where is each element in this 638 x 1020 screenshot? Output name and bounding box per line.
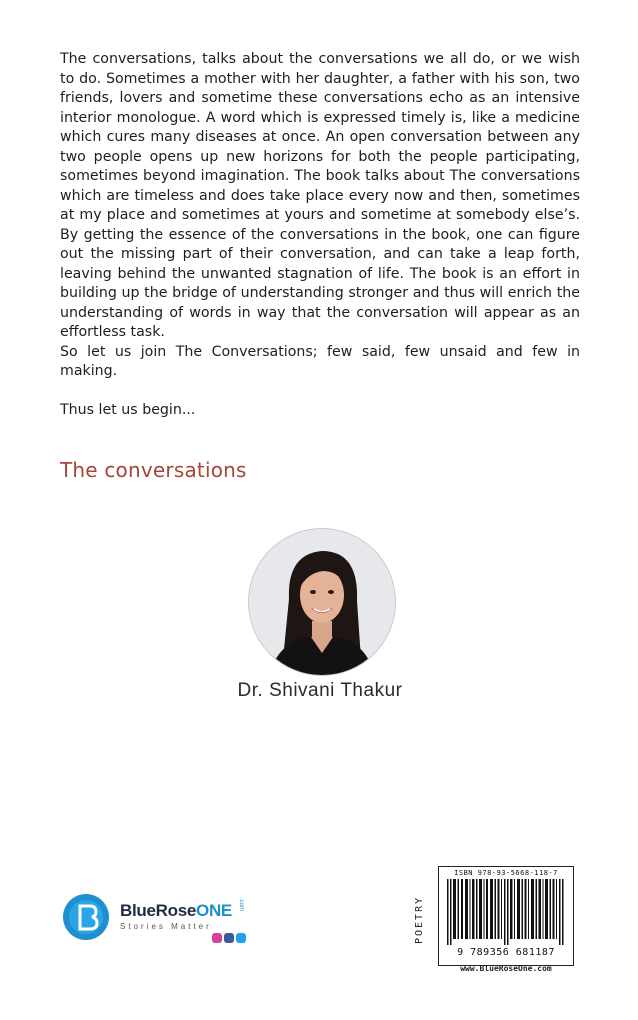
blurb-paragraph-2: So let us join The Conversations; few said, few unsaid and few in making.: [60, 343, 580, 379]
publisher-name: BlueRoseONE: [120, 901, 232, 920]
publisher-slogan: Stories Matter: [120, 922, 212, 931]
instagram-icon: [212, 933, 222, 943]
back-cover-blurb: [60, 50, 580, 421]
publisher-website: www.BlueRoseOne.com: [460, 964, 552, 973]
blurb-paragraph-1: The conversations, talks about the conversations we all do, or we wish to do. Sometimes a mother with her daughter, a father with his son, two friends, lovers and sometime these conversations echo as an intensive interior monologue. A word which is expressed timely is, like a medicine which cures many diseases at once. An open conversation between any two people opens up new horizons for both the people participating, sometimes beyond imagination. The book talks about The conversations which are timeless and does take place every now and then, sometimes at my place and sometimes at yours and sometime at somebody else’s. By getting the essence of the conversations in the book, one can figure out the missing part of their conversation, and can take a leap forth, leaving behind the unwanted stagnation of life. The book is an effort in building up the bridge of understanding stronger and thus will enrich the understanding of words in way that the conversation will appear as an effortless task.: [60, 51, 580, 340]
blurb-paragraph-3: Thus let us begin...: [60, 402, 196, 418]
author-portrait: [248, 528, 396, 676]
barcode-number: 9 789356 681187: [457, 947, 555, 958]
bluerose-logo-icon: [62, 893, 110, 941]
isbn-barcode: [438, 866, 574, 966]
author-name: Dr. Shivani Thakur: [237, 680, 403, 701]
genre-label: POETRY: [414, 895, 425, 945]
social-icons: [212, 933, 246, 945]
twitter-icon: [236, 933, 246, 943]
book-title-tagline: The conversations: [60, 458, 247, 482]
publisher-logo: [62, 893, 252, 953]
publisher-domain-suffix: .com: [238, 898, 244, 912]
barcode-icon: [447, 879, 565, 945]
facebook-icon: [224, 933, 234, 943]
isbn-label: ISBN 978-93-5668-118-7: [454, 869, 558, 877]
